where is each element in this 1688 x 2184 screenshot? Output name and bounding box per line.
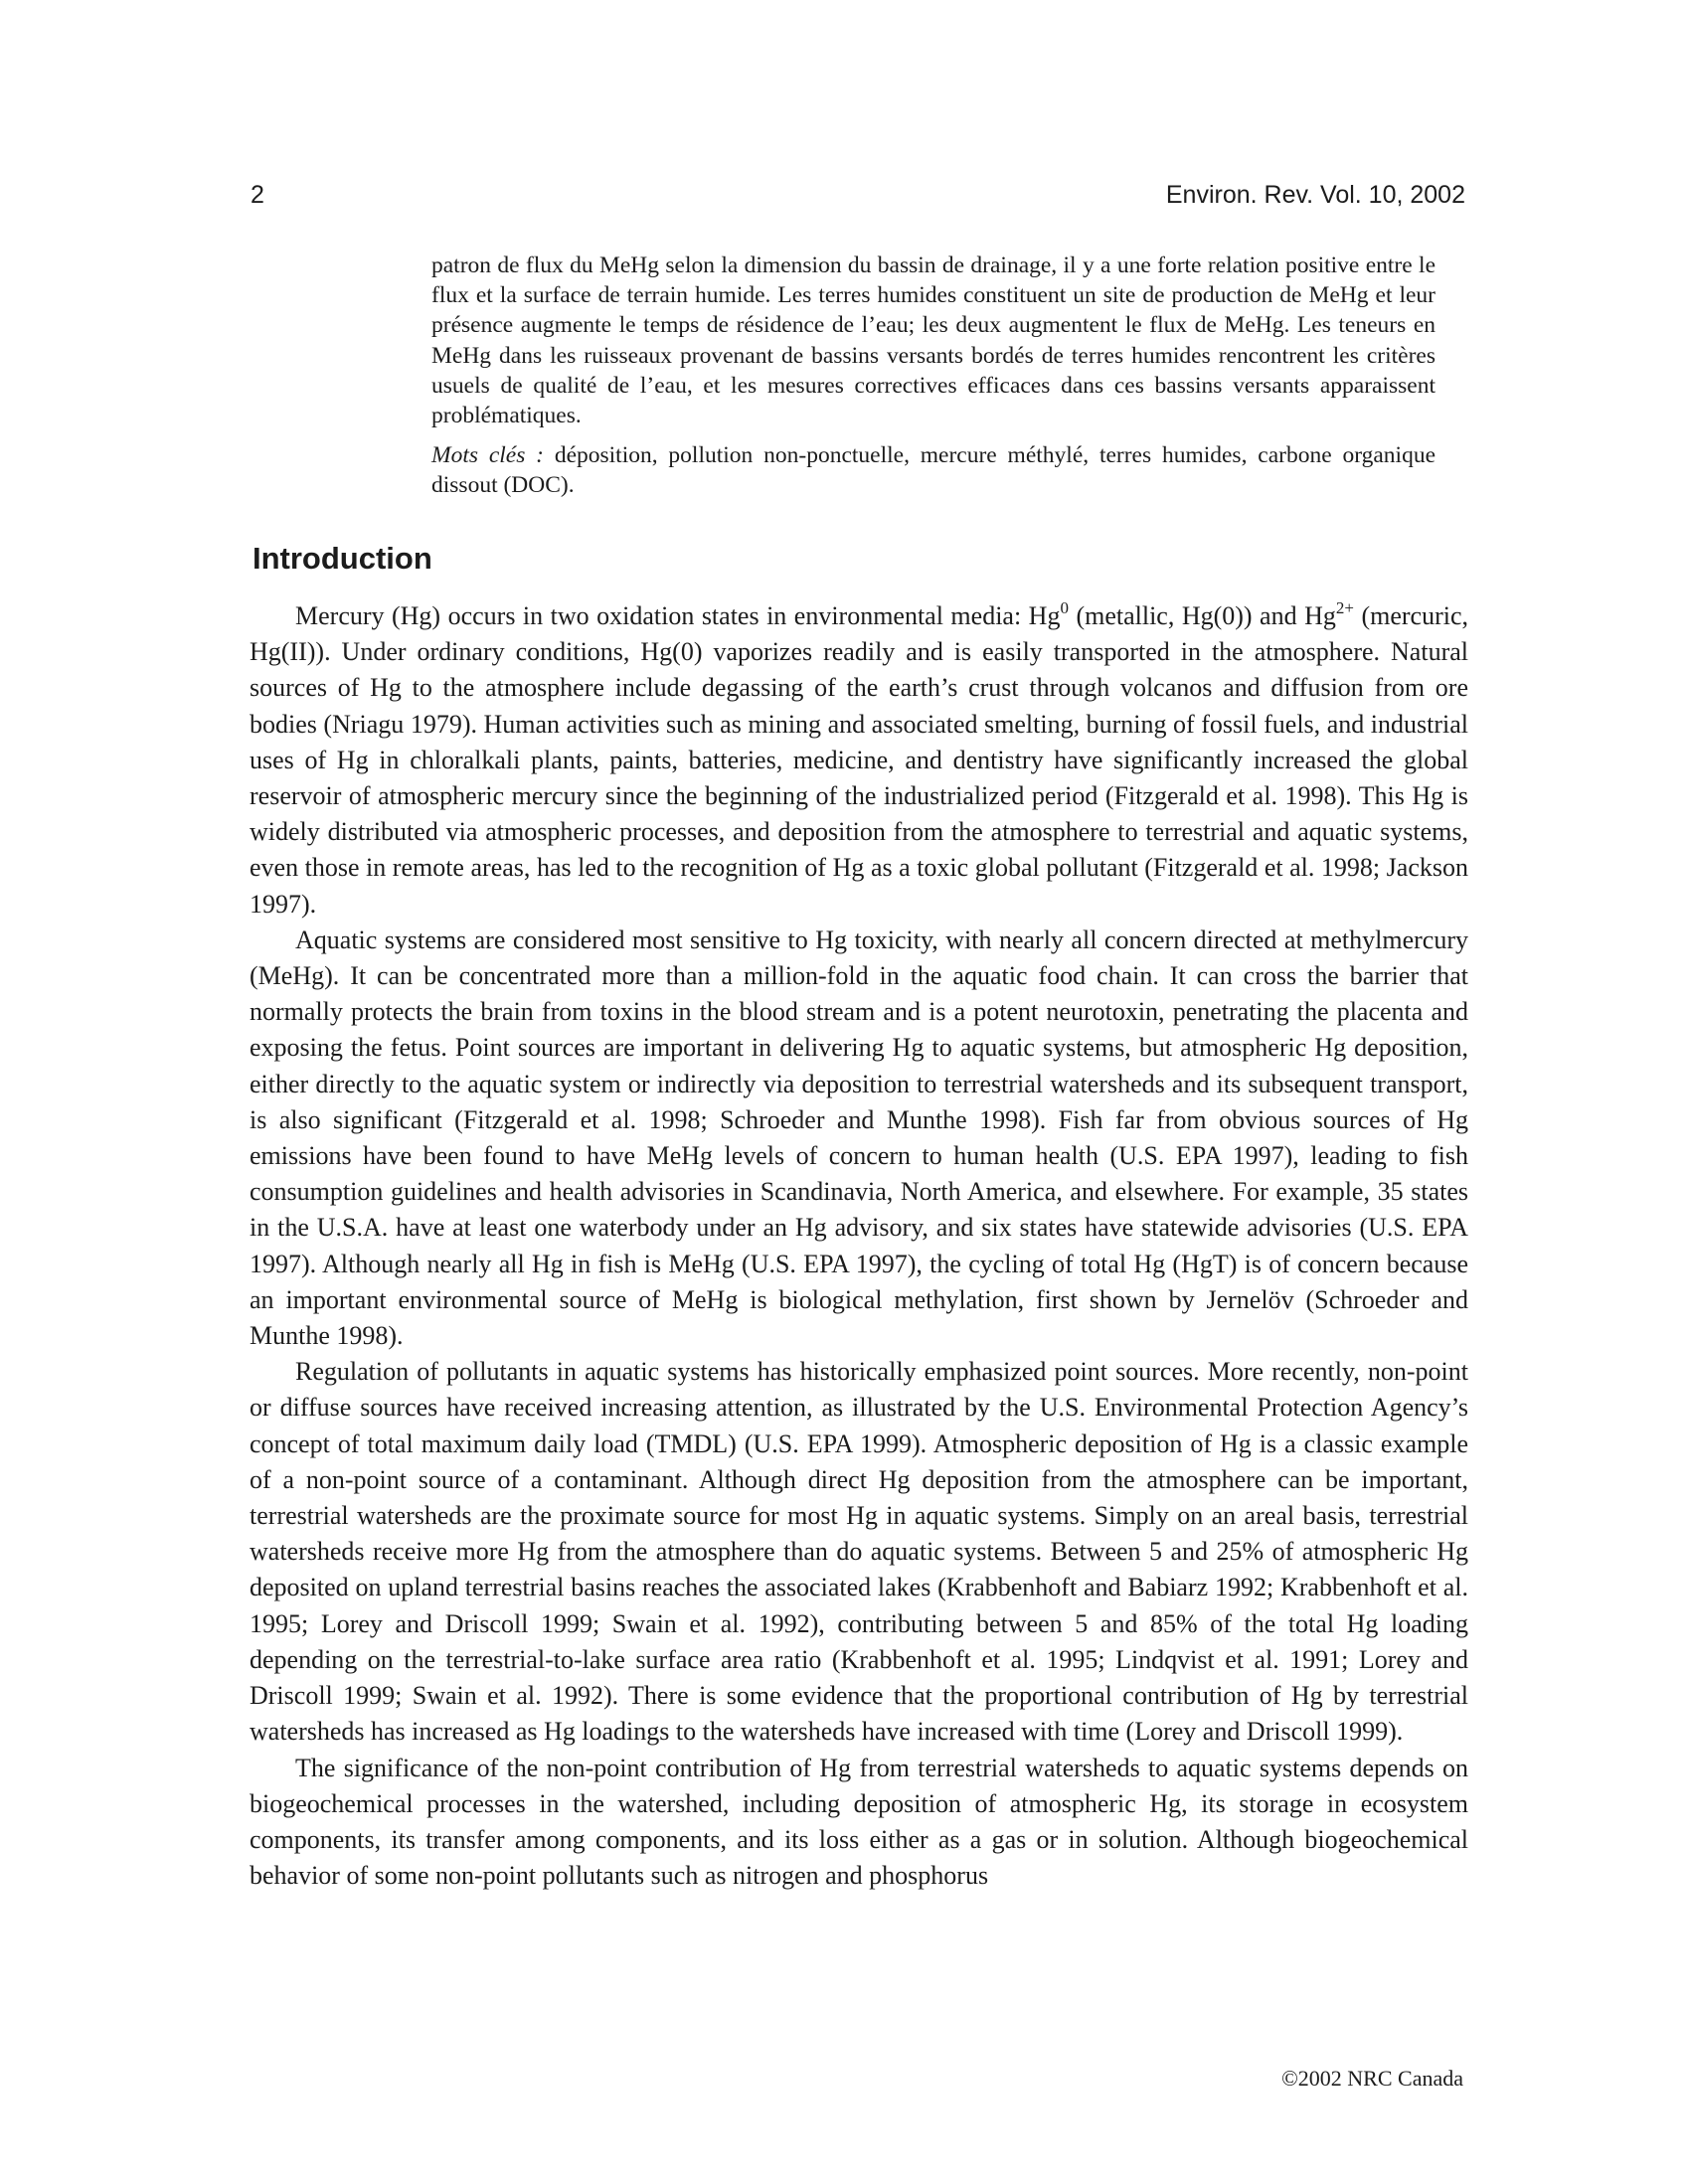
- paragraph-1: [250, 598, 1468, 923]
- footer-copyright: ©2002 NRC Canada: [1281, 2066, 1463, 2091]
- paragraph-1-text-a: Mercury (Hg) occurs in two oxidation states in environmental media: Hg: [295, 601, 1061, 630]
- paragraph-4: The significance of the non-point contribution of Hg from terrestrial watersheds to aquatic systems depends on biogeochemical processes in the watershed, including deposition of atmospheric Hg, its storage in ecosystem components, its transfer among components, and its loss either as a gas or in solution. Although biogeochemical behavior of some non-point pollutants such as nitrogen and phosphorus: [250, 1753, 1468, 1891]
- running-head: Environ. Rev. Vol. 10, 2002: [1165, 181, 1465, 209]
- paragraph-3: Regulation of pollutants in aquatic systems has historically emphasized point sources. More recently, non-point or diffuse sources have received increasing attention, as illustrated by the U.S. Environmental Protection Agency’s concept of total maximum daily load (TMDL) (U.S. EPA 1999). Atmospheric deposition of Hg is a classic example of a non-point source of a contaminant. Although direct Hg deposition from the atmosphere can be important, terrestrial watersheds are the proximate source for most Hg in aquatic systems. Simply on an areal basis, terrestrial watersheds receive more Hg from the atmosphere than do aquatic systems. Between 5 and 25% of atmospheric Hg deposited on upland terrestrial basins reaches the associated lakes (Krabbenhoft and Babiarz 1992; Krabbenhoft et al. 1995; Lorey and Driscoll 1999; Swain et al. 1992), contributing between 5 and 85% of the total Hg loading depending on the terrestrial-to-lake surface area ratio (Krabbenhoft et al. 1995; Lindqvist et al. 1991; Lorey and Driscoll 1999; Swain et al. 1992). There is some evidence that the proportional contribution of Hg by terrestrial watersheds has increased as Hg loadings to the watersheds have increased with time (Lorey and Driscoll 1999).: [250, 1357, 1468, 1747]
- superscript-zero: 0: [1060, 598, 1069, 617]
- abstract-text: patron de flux du MeHg selon la dimension du bassin de drainage, il y a une forte relation positive entre le flux et la surface de terrain humide. Les terres humides constituent un site de production de MeHg et leur présence augmente le temps de résidence de l’eau; les deux augmentent le flux de MeHg. Les teneurs en MeHg dans les ruisseaux provenant de bassins versants bordés de terres humides rencontrent les critères usuels de qualité de l’eau, et les mesures correctives efficaces dans ces bassins versants apparaissent problématiques.: [431, 252, 1435, 429]
- paragraph-1-text-c: (mercuric, Hg(II)). Under ordinary conditions, Hg(0) vaporizes readily and is easily transported in the atmosphere. Natural sources of Hg to the atmosphere include degassing of the earth’s crust through volcanos and diffusion from ore bodies (Nriagu 1979). Human activities such as mining and associated smelting, burning of fossil fuels, and industrial uses of Hg in chloralkali plants, paints, batteries, medicine, and dentistry have significantly increased the global reservoir of atmospheric mercury since the beginning of the industrialized period (Fitzgerald et al. 1998). This Hg is widely distributed via atmospheric processes, and deposition from the atmosphere to terrestrial and aquatic systems, even those in remote areas, has led to the recognition of Hg as a toxic global pollutant (Fitzgerald et al. 1998; Jackson 1997).: [250, 601, 1468, 919]
- keywords: [431, 440, 1435, 500]
- page-number: 2: [251, 181, 264, 209]
- paragraph-2: Aquatic systems are considered most sensitive to Hg toxicity, with nearly all concern directed at methylmercury (MeHg). It can be concentrated more than a million-fold in the aquatic food chain. It can cross the barrier that normally protects the brain from toxins in the blood stream and is a potent neurotoxin, penetrating the placenta and exposing the fetus. Point sources are important in delivering Hg to aquatic systems, but atmospheric Hg deposition, either directly to the aquatic system or indirectly via deposition to terrestrial watersheds and its subsequent transport, is also significant (Fitzgerald et al. 1998; Schroeder and Munthe 1998). Fish far from obvious sources of Hg emissions have been found to have MeHg levels of concern to human health (U.S. EPA 1997), leading to fish consumption guidelines and health advisories in Scandinavia, North America, and elsewhere. For example, 35 states in the U.S.A. have at least one waterbody under an Hg advisory, and six states have statewide advisories (U.S. EPA 1997). Although nearly all Hg in fish is MeHg (U.S. EPA 1997), the cycling of total Hg (HgT) is of concern because an important environmental source of MeHg is biological methylation, first shown by Jernelöv (Schroeder and Munthe 1998).: [250, 924, 1468, 1351]
- superscript-two-plus: 2+: [1335, 598, 1354, 617]
- french-abstract: [431, 251, 1435, 501]
- introduction-body: [250, 598, 1468, 1894]
- section-heading-introduction: Introduction: [253, 541, 432, 576]
- paragraph-1-text-b: (metallic, Hg(0)) and Hg: [1068, 601, 1336, 630]
- keywords-label: Mots clés :: [431, 442, 544, 469]
- keywords-text: déposition, pollution non-ponctuelle, mercure méthylé, terres humides, carbone organique dissout (DOC).: [431, 442, 1435, 499]
